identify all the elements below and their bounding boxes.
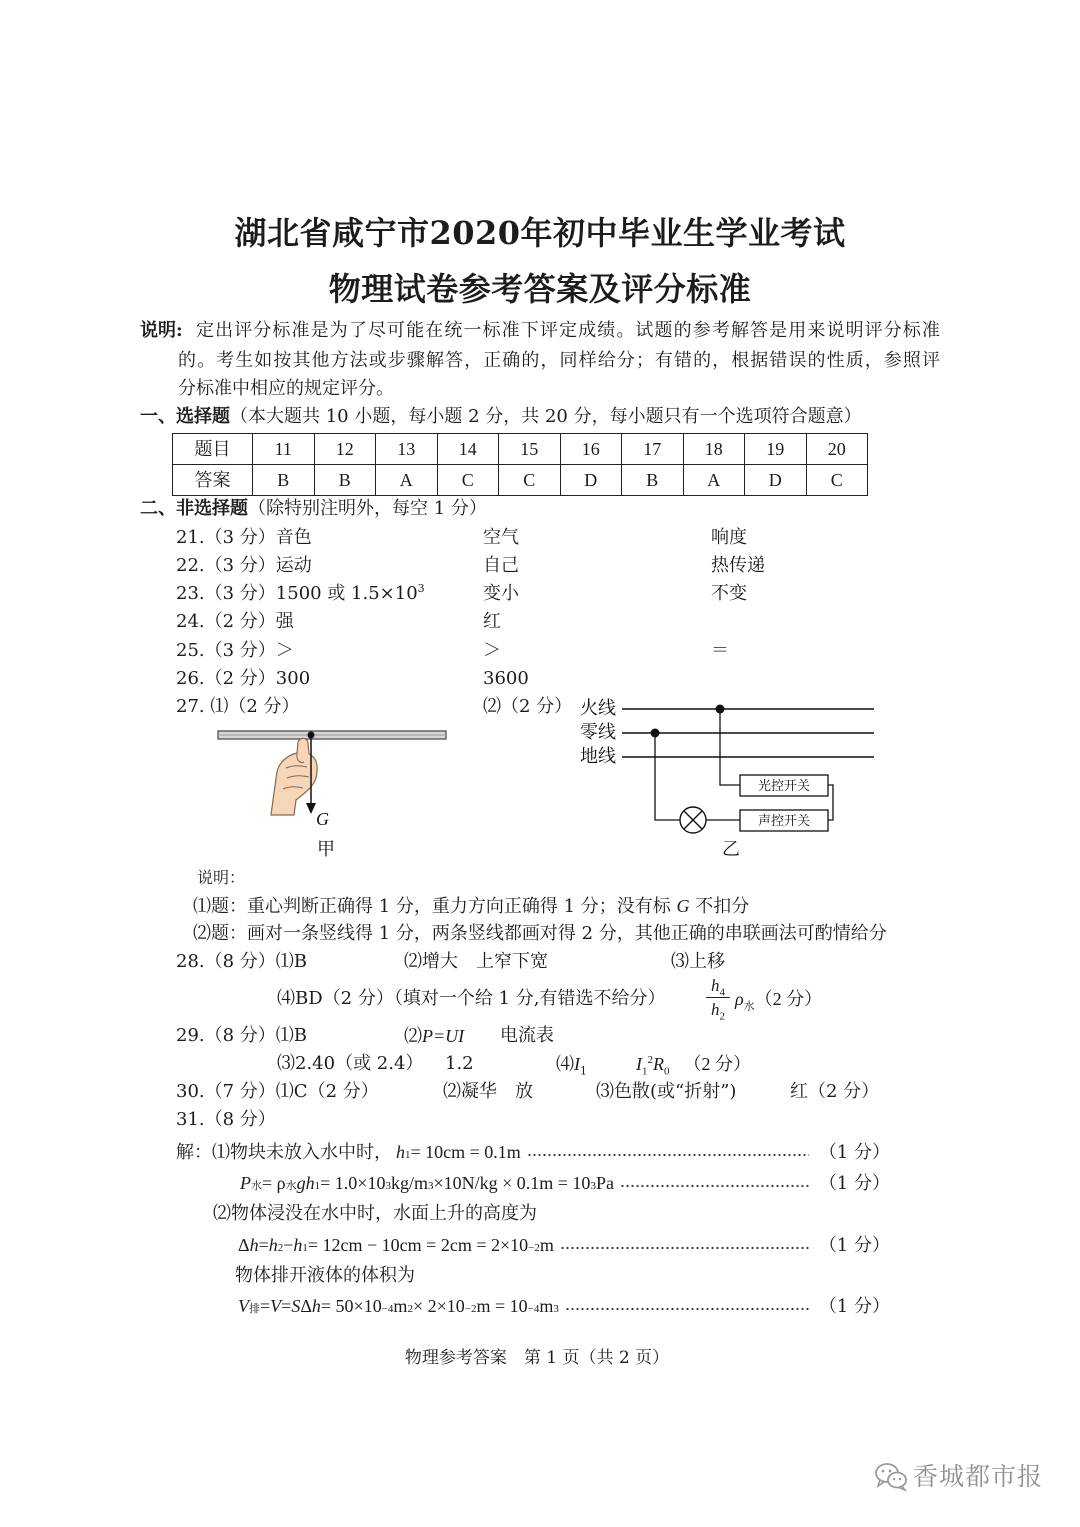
q30-answer-2: ⑵凝华 放	[443, 1081, 533, 1102]
q27-note-1-end: 不扣分	[689, 896, 750, 917]
q31-line-4-score: （1 分）	[818, 1235, 890, 1256]
dot-leader	[527, 1152, 809, 1158]
q23-exponent: 3	[417, 582, 425, 595]
q25-answer-3: ＝	[711, 640, 729, 661]
q29-answer-1: 29.（8 分）⑴B	[176, 1025, 308, 1046]
document-subtitle: 物理试卷参考答案及评分标准	[328, 270, 752, 308]
q22-answer-2: 自己	[483, 555, 519, 576]
figure-gravity-diagram	[200, 715, 460, 865]
dot-leader	[620, 1183, 809, 1189]
question-number-cell: 17	[622, 434, 684, 465]
table-row-answers	[173, 465, 868, 496]
q31-line-3: ⑵物体浸没在水中时，水面上升的高度为	[213, 1203, 537, 1224]
question-number-cell: 11	[253, 434, 315, 465]
q26-answer-1: 26.（2 分）300	[176, 668, 311, 689]
intro-label: 说明:	[140, 320, 183, 341]
q29-answer-4: $⑷I_1$	[556, 1054, 587, 1078]
section1-heading-line	[140, 407, 862, 427]
section2-note: （除特别注明外，每空 1 分）	[248, 498, 487, 519]
section2-heading: 二、非选择题	[140, 498, 248, 519]
answer-cell: C	[806, 465, 868, 496]
q28-answer-4: ⑷BD（2 分）（填对一个给 1 分,有错选不给分）	[277, 988, 666, 1009]
question-number-cell: 20	[806, 434, 868, 465]
answer-cell: D	[560, 465, 622, 496]
q31-line-6: V 排 = V = S Δ h = 50×10 −4 m 2 × 2×10 −2 m = 10 −4 m 3 （1 分）	[238, 1296, 890, 1317]
q29-answer-2: ⑵P=UI	[404, 1026, 465, 1047]
q27-notes-label: 说明：	[197, 868, 246, 887]
answer-cell: C	[437, 465, 499, 496]
q29-formula: P=UI	[422, 1026, 465, 1046]
q31-line-2: P 水 = ρ 水 gh 1 = 1.0×10 3 kg/m 3 ×10N/kg × 0.1m = 10 3 Pa （1 分）	[240, 1173, 890, 1194]
table-answer-label: 答案	[173, 465, 253, 496]
q29-answer-2-meter: 电流表	[500, 1025, 554, 1046]
neutral-wire-label: 零线	[580, 722, 616, 743]
q23-answer-2: 变小	[483, 583, 519, 604]
fraction-denominator: $h_2$	[711, 1000, 725, 1023]
q27-part-1: 27. ⑴（2 分）	[176, 696, 300, 717]
gravity-arrowhead	[306, 803, 316, 814]
intro-line-1: 定出评分标准是为了尽可能在统一标准下评定成绩。试题的参考解答是用来说明评分标准	[196, 320, 940, 341]
q31-heading: 31.（8 分）	[176, 1109, 276, 1130]
q28-score: （2 分）	[754, 989, 823, 1009]
q27-part-2: ⑵（2 分）	[483, 696, 573, 717]
answer-cell: A	[376, 465, 438, 496]
intro-line-2: 的。考生如按其他方法或步骤解答，正确的，同样给分；有错的，根据错误的性质，参照评	[178, 350, 940, 371]
q28-answer-1: 28.（8 分）⑴B	[176, 951, 308, 972]
wechat-icon	[874, 1461, 910, 1493]
q23-answer-1-text: 23.（3 分）1500 或 1.5×10	[176, 583, 418, 604]
document-title: 湖北省咸宁市2020年初中毕业生学业考试	[234, 214, 846, 252]
dot-leader	[565, 1306, 809, 1312]
q25-answer-1: 25.（3 分）＞	[176, 640, 294, 661]
question-number-cell: 19	[745, 434, 807, 465]
answer-cell: B	[314, 465, 376, 496]
live-wire-label: 火线	[580, 698, 616, 719]
q24-answer-1: 24.（2 分）强	[176, 611, 294, 632]
fraction-numerator: $h_4$	[711, 976, 725, 999]
question-number-cell: 16	[560, 434, 622, 465]
q21-answer-2: 空气	[483, 527, 519, 548]
q31-line-1: 解：⑴物块未放入水中时， h 1 = 10cm = 0.1m （1 分）	[176, 1142, 890, 1163]
choice-answer-table	[172, 433, 868, 496]
q31-line-6-score: （1 分）	[818, 1296, 890, 1317]
answer-cell: C	[499, 465, 561, 496]
figure-circuit-diagram	[570, 690, 890, 860]
q30-answer-3: ⑶色散(或“折射”)	[596, 1081, 737, 1102]
answer-cell: B	[253, 465, 315, 496]
q27-note-2: ⑵题：画对一条竖线得 1 分，两条竖线都画对得 2 分，其他正确的串联画法可酌情给分	[193, 923, 887, 944]
section2-heading-line	[140, 499, 487, 519]
q31-line-1-score: （1 分）	[818, 1142, 890, 1163]
q31-line-4: Δ h = h 2 − h 1 = 12cm − 10cm = 2cm = 2×10 −2 m （1 分）	[238, 1235, 890, 1256]
q25-answer-2: ＞	[483, 640, 501, 661]
q21-answer-1: 21.（3 分）音色	[176, 527, 312, 548]
question-number-cell: 15	[499, 434, 561, 465]
figure-caption-jia: 甲	[317, 839, 335, 860]
q29-answer-4b: $I_1^2R_0$ （2 分）	[636, 1054, 751, 1078]
q28-density-score	[735, 989, 823, 1013]
page-footer: 物理参考答案 第 1 页（共 2 页）	[404, 1348, 670, 1368]
question-number-cell: 18	[683, 434, 745, 465]
q26-answer-2: 3600	[483, 668, 529, 689]
rho-subscript: 水	[743, 1000, 755, 1013]
question-number-cell: 12	[314, 434, 376, 465]
answer-cell: A	[683, 465, 745, 496]
q27-note-1-text: ⑴题：重心判断正确得 1 分，重力方向正确得 1 分；没有标	[193, 896, 677, 917]
question-number-cell: 14	[437, 434, 499, 465]
section1-note: （本大题共 10 小题，每小题 2 分，共 20 分，每小题只有一个选项符合题意）	[230, 406, 862, 427]
sound-switch-label: 声控开关	[757, 814, 811, 829]
figure-caption-yi: 乙	[722, 839, 740, 860]
answer-cell: D	[745, 465, 807, 496]
q31-line-2-score: （1 分）	[818, 1173, 890, 1194]
light-switch-label: 光控开关	[757, 779, 811, 794]
answer-cell: B	[622, 465, 684, 496]
q31-line-1-text: 解：⑴物块未放入水中时，	[176, 1142, 392, 1163]
section1-heading: 一、选择题	[140, 406, 230, 427]
q30-answer-1: 30.（7 分）⑴C（2 分）	[176, 1081, 379, 1102]
q22-answer-3: 热传递	[711, 555, 765, 576]
gravity-label: G	[316, 809, 329, 829]
watermark-text: 香城都市报	[913, 1462, 1044, 1491]
q24-answer-2: 红	[483, 611, 501, 632]
q27-note-1-g: G	[676, 896, 690, 916]
q21-answer-3: 响度	[711, 527, 747, 548]
dot-leader	[560, 1245, 809, 1251]
q29-answer-3: ⑶2.40（或 2.4）	[277, 1053, 424, 1074]
q29-answer-3b: 1.2	[445, 1053, 474, 1074]
q23-answer-3: 不变	[711, 583, 747, 604]
table-header-label: 题目	[173, 434, 253, 465]
wire-lamp-to-neutral	[655, 733, 680, 820]
table-row-question-numbers	[173, 434, 868, 465]
intro-line-3: 分标准中相应的规定评分。	[178, 378, 394, 399]
lamp-icon	[680, 807, 706, 833]
q23-answer-1	[176, 584, 425, 604]
wire-live-to-light-switch	[720, 709, 740, 785]
q28-fraction	[706, 976, 730, 1023]
q28-answer-3: ⑶上移	[671, 951, 725, 972]
question-number-cell: 13	[376, 434, 438, 465]
q30-answer-4: 红（2 分）	[790, 1081, 880, 1102]
q28-answer-2: ⑵增大 上窄下宽	[404, 951, 548, 972]
rho-symbol: ρ	[735, 989, 744, 1009]
q31-line-5: 物体排开液体的体积为	[235, 1265, 415, 1286]
q22-answer-1: 22.（3 分）运动	[176, 555, 312, 576]
wire-between-switches	[828, 785, 833, 820]
q27-note-1	[193, 896, 749, 917]
ground-wire-label: 地线	[580, 746, 616, 767]
q29-score: （2 分）	[683, 1054, 751, 1074]
